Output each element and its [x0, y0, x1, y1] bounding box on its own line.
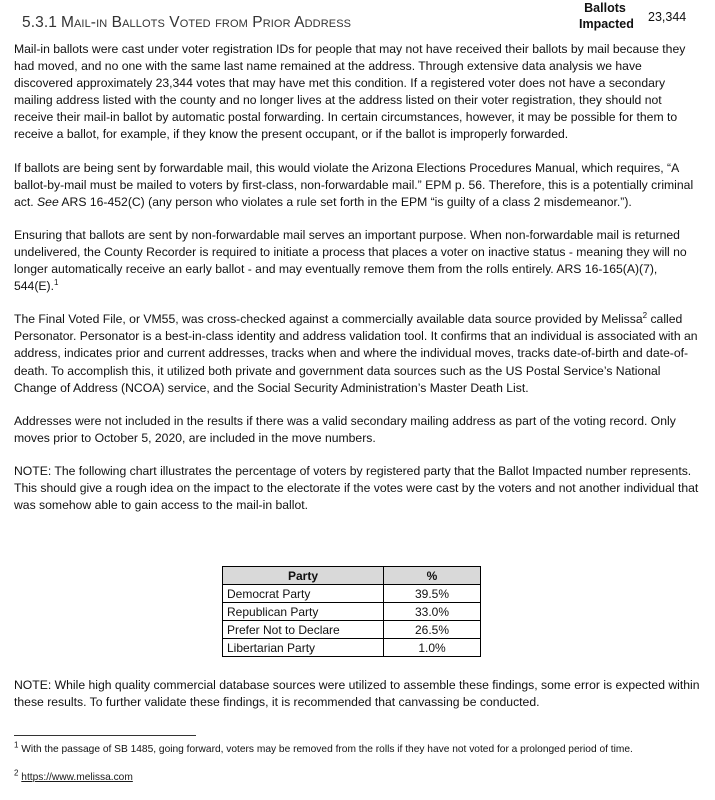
- table-row: [223, 639, 481, 657]
- party-cell: Democrat Party: [223, 585, 384, 603]
- melissa-link[interactable]: https://www.melissa.com: [21, 772, 133, 783]
- paragraph-personator: The Final Voted File, or VM55, was cross-checked against a commercially available data source provided by Melissa$^2$ called Personator. Personator is a best-in-class identity and address validation tool. It confirms that an individual is associated with an address, indicates prior and current addresses, tracks when and where the individual moves, tracks date-of-birth and date-of-death. To accomplish this, it utilized both private and government data sources such as the US Postal Service’s National Change of Address (NCOA) service, and the Social Security Administration’s Master Death List.: [14, 311, 698, 395]
- percent-cell: 1.0%: [384, 639, 481, 657]
- table-row: [223, 621, 481, 639]
- ballots-impacted-value: 23,344: [648, 10, 687, 24]
- table-header-row: [223, 567, 481, 585]
- party-cell: Prefer Not to Declare: [223, 621, 384, 639]
- section-title: Mail-in Ballots Voted from Prior Address: [60, 14, 352, 31]
- party-table: [222, 566, 481, 657]
- table-row: [223, 585, 481, 603]
- paragraph-forwardable-mail: If ballots are being sent by forwardable mail, this would violate the Arizona Elections Procedures Manual, which requires, “A ballot-by-mail must be mailed to voters by first-class, non-forwardable mail.” EPM p. 56. Therefore, this is a potentially criminal act. See ARS 16-452(C) (any person who violates a rule set forth in the EPM “is guilty of a class 2 misdemeanor.”).: [14, 160, 694, 209]
- footnote-2: [14, 768, 704, 785]
- percent-cell: 39.5%: [384, 585, 481, 603]
- paragraph-note-chart: NOTE: The following chart illustrates the percentage of voters by registered party that the Ballot Impacted number represents. This should give a rough idea on the impact to the electorate if the votes were cast by the voters and not another individual that was somehow able to gain access to the mail-in ballot.: [14, 463, 699, 513]
- footnote-2-number: 2: [14, 768, 19, 778]
- table-row: [223, 603, 481, 621]
- paragraph-non-forwardable: Ensuring that ballots are sent by non-forwardable mail serves an important purpose. When non-forwardable mail is returned undelivered, the County Recorder is required to initiate a process that places a voter on inactive status - meaning they will no longer automatically receive an early ballot - and may eventually remove them from the rolls entirely. ARS 16-165(A)(7), 544(E).$^1$: [14, 227, 687, 294]
- footnote-ref-1[interactable]: 1: [53, 278, 59, 288]
- paragraph-addresses: Addresses were not included in the results if there was a valid secondary mailing address as part of the voting record. Only moves prior to October 5, 2020, are included in the move numbers.: [14, 413, 676, 445]
- section-heading: [22, 14, 351, 32]
- body-text: [14, 41, 704, 530]
- party-cell: Republican Party: [223, 603, 384, 621]
- percent-cell: 26.5%: [384, 621, 481, 639]
- percent-cell: 33.0%: [384, 603, 481, 621]
- footnote-divider: [14, 735, 196, 736]
- footnote-ref-2[interactable]: 2: [642, 311, 648, 321]
- section-number: 5.3.1: [22, 14, 57, 31]
- footnote-1-number: 1: [14, 740, 19, 750]
- footnote-1: [14, 740, 704, 757]
- header-party: Party: [223, 567, 384, 585]
- paragraph-mail-in-ballots: Mail-in ballots were cast under voter registration IDs for people that may not have received their ballots by mail because they had moved, and no one with the same last name remained at the address. Through extensive data analysis we have discovered approximately 23,344 votes that may have met this condition. If a registered voter does not have a secondary mailing address listed with the county and no longer lives at the address listed on their voter registration, they should not receive their mail-in ballot by automatic postal forwarding. In certain circumstances, however, it may be possible for them to receive a ballot, for example, if they know the present occupant, or if the ballot is improperly forwarded.: [14, 42, 686, 142]
- ballots-impacted-label: Ballots Impacted: [579, 1, 634, 31]
- footnote-1-text: With the passage of SB 1485, going forward, voters may be removed from the rolls if they have not voted for a prolonged period of time.: [18, 744, 633, 755]
- party-cell: Libertarian Party: [223, 639, 384, 657]
- see-citation: See: [37, 194, 59, 209]
- header-percent: %: [384, 567, 481, 585]
- paragraph-note-error: NOTE: While high quality commercial database sources were utilized to assemble these findings, some error is expected within these results. To further validate these findings, it is recommended that canvassing be conducted.: [14, 678, 700, 710]
